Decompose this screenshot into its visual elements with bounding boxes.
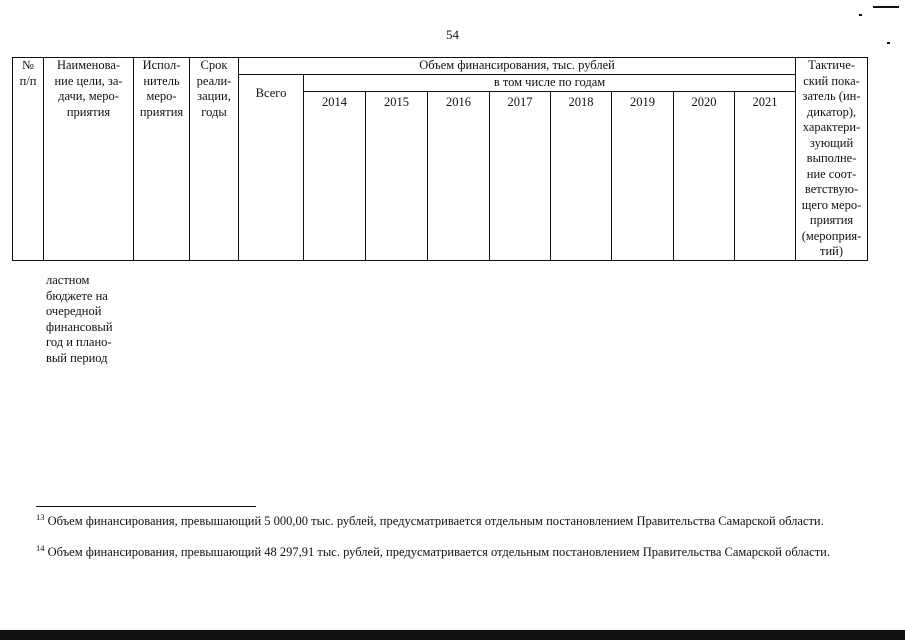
funding-table-header — [12, 57, 868, 261]
col-header-year: 2015 — [366, 91, 428, 260]
col-header-funding: Объем финансирования, тыс. рублей — [239, 58, 796, 75]
scan-mark-dash — [873, 6, 899, 8]
footnote-separator — [36, 506, 256, 507]
col-header-total — [239, 74, 304, 260]
footnote-mark: 14 — [36, 542, 45, 553]
col-header-year: 2019 — [612, 91, 674, 260]
footnote-mark: 13 — [36, 511, 45, 522]
col-header-year: 2018 — [551, 91, 612, 260]
col-header-year: 2014 — [304, 91, 366, 260]
col-header-term: Срок реали- зации, годы — [190, 58, 239, 261]
footnote-14 — [36, 542, 866, 561]
scan-mark-dot — [859, 14, 862, 16]
col-header-year: 2020 — [674, 91, 735, 260]
col-header-year: 2016 — [428, 91, 490, 260]
scan-bottom-edge — [0, 630, 905, 640]
col-header-year: 2017 — [490, 91, 551, 260]
footnote-13 — [36, 511, 866, 530]
footnote-text: Объем финансирования, превышающий 48 297,91 тыс. рублей, предусматривается отдельным постановлением Правительства Самарской области. — [44, 545, 830, 559]
col-header-indicator: Тактиче- ский пока- затель (ин- дикатор), характери- зующий выполне- ние соот- ветствую- щего меро- приятия (мероприя- тий) — [796, 58, 868, 261]
col-header-year: 2021 — [735, 91, 796, 260]
col-header-number: № п/п — [13, 58, 44, 261]
page-number: 54 — [446, 27, 459, 42]
footnote-text: Объем финансирования, превышающий 5 000,00 тыс. рублей, предусматривается отдельным постановлением Правительства Самарской области. — [44, 514, 824, 528]
col-header-by-year: в том числе по годам — [304, 74, 796, 91]
col-header-name: Наименова- ние цели, за- дачи, меро- приятия — [44, 58, 134, 261]
col-header-executor: Испол- нитель меро- приятия — [134, 58, 190, 261]
total-label: Всего — [255, 85, 287, 100]
row-continuation-text: ластном бюджете на очередной финансовый год и плано- вый период — [46, 273, 113, 365]
